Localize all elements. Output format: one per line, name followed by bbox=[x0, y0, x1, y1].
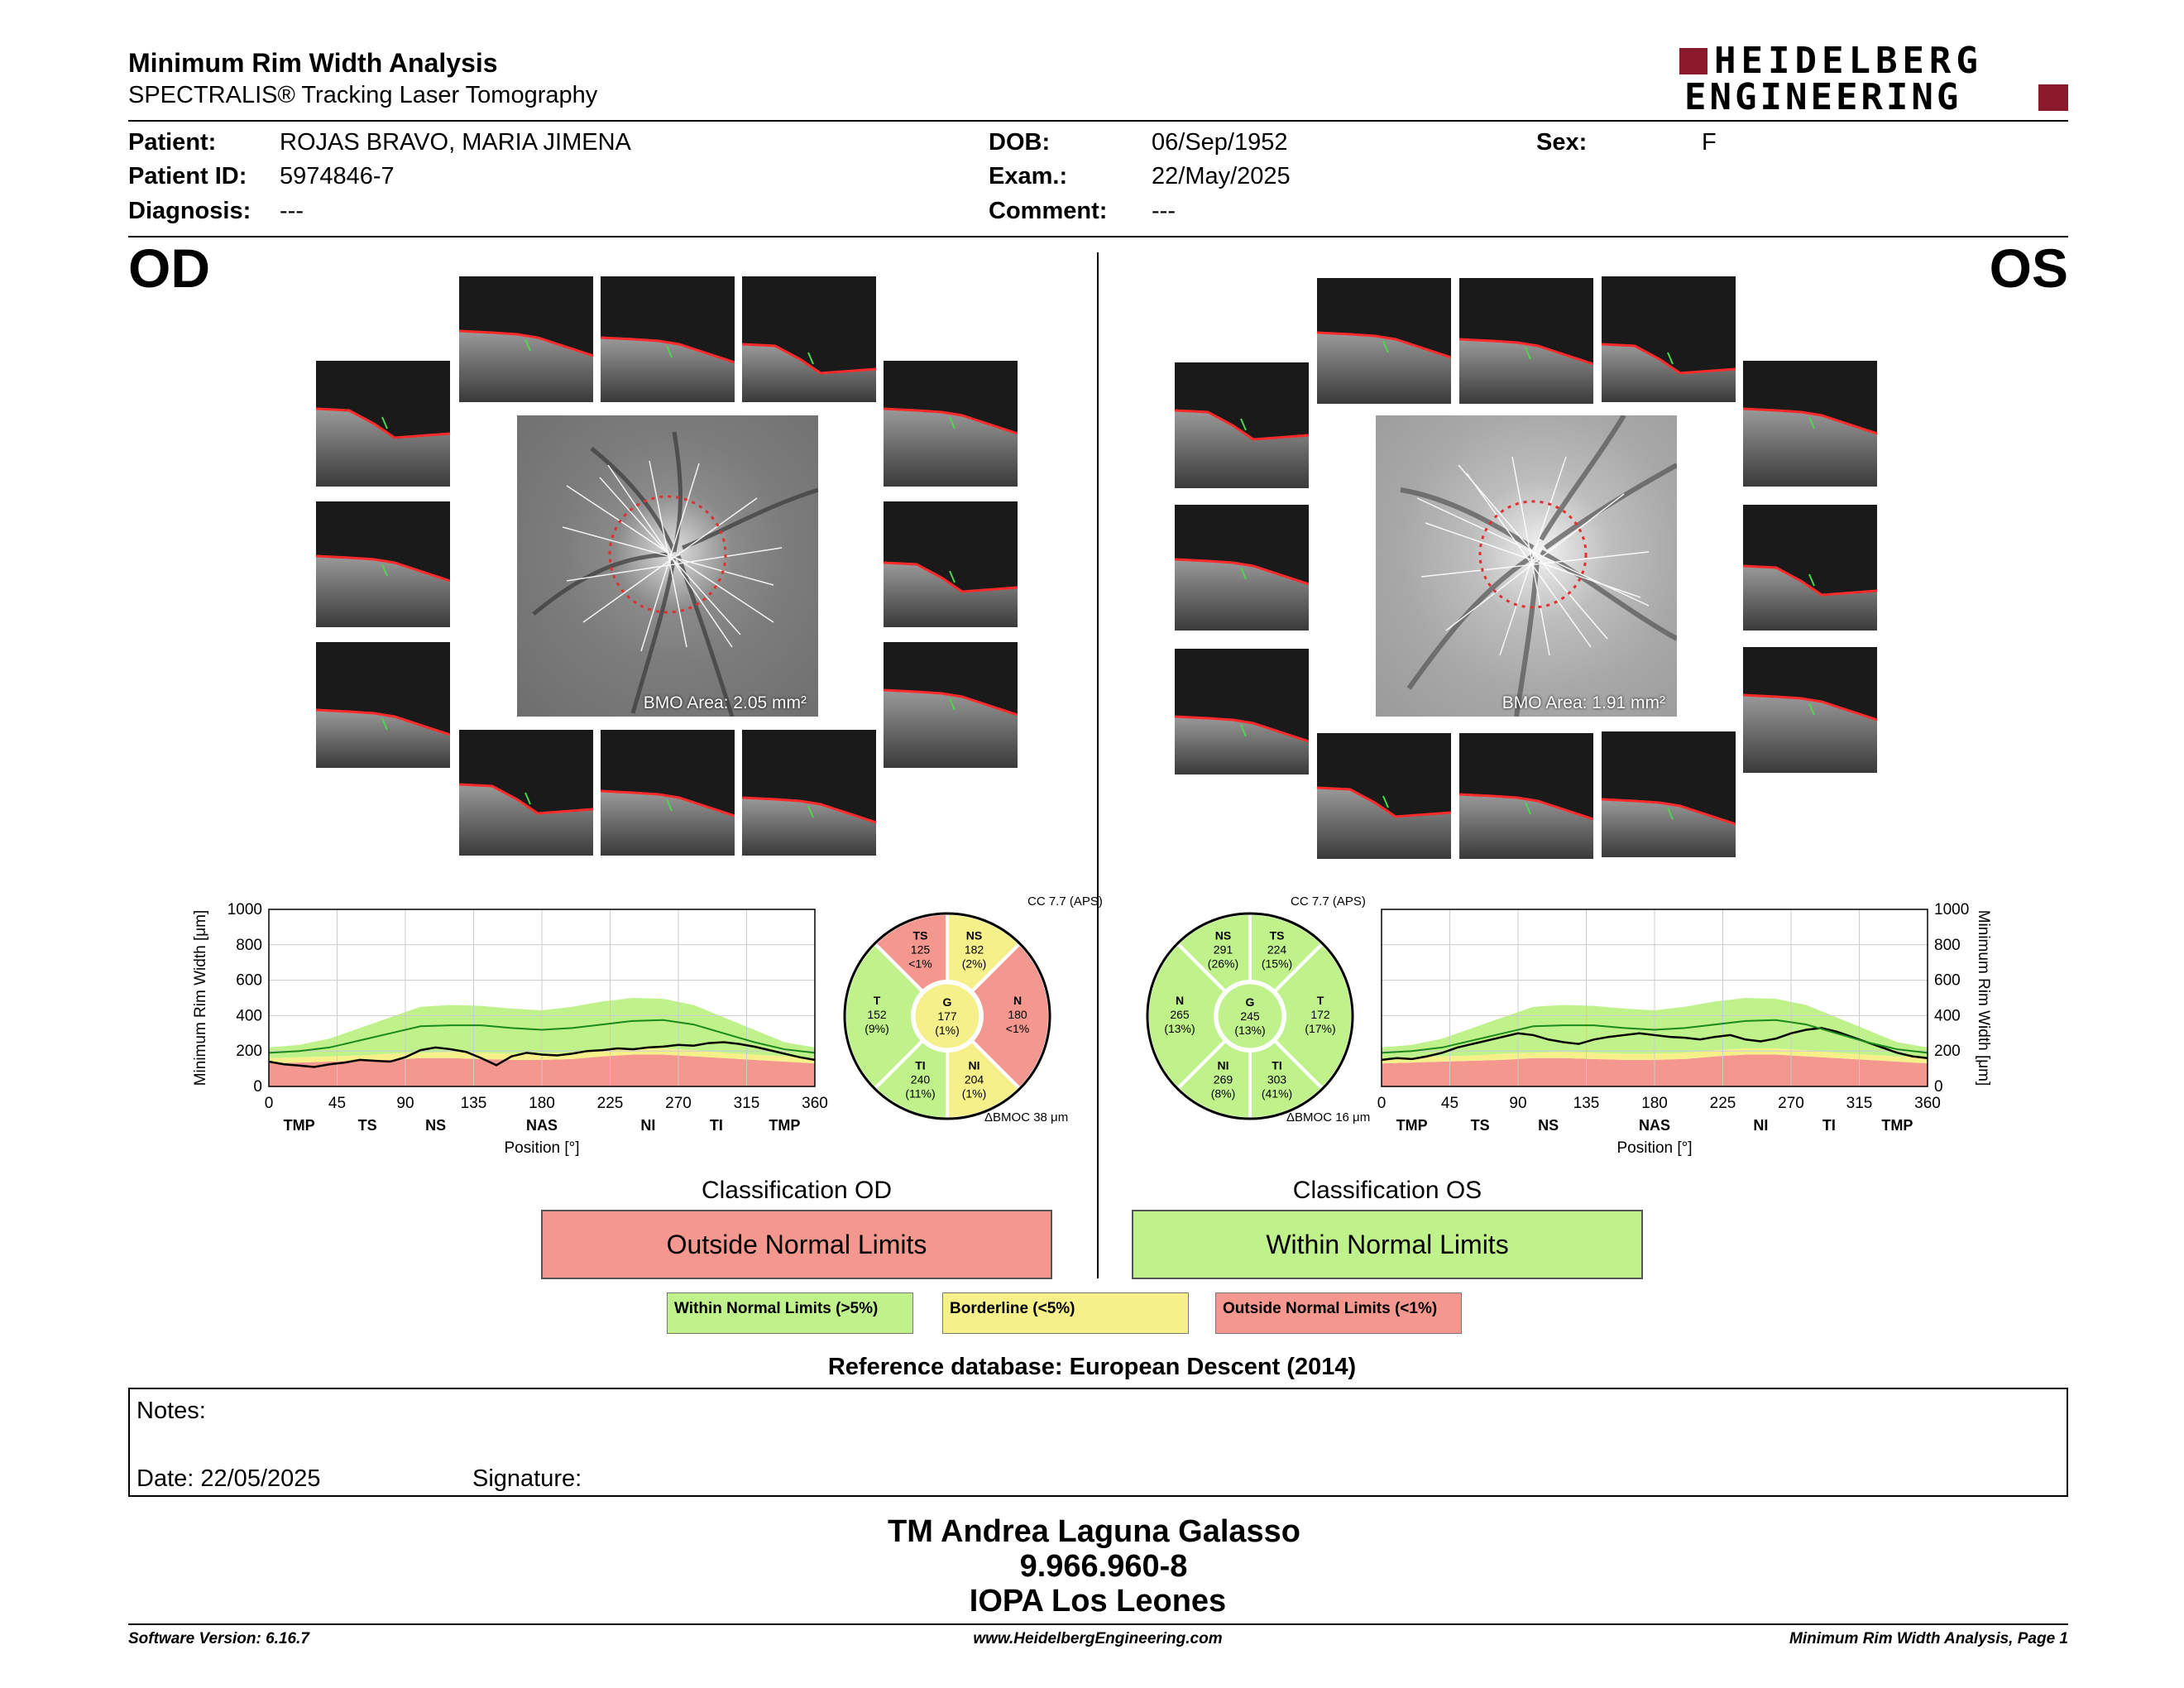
legend-borderline: Borderline (<5%) bbox=[942, 1292, 1189, 1334]
y-tick-label: 600 bbox=[1934, 971, 1961, 990]
y-tick-label: 400 bbox=[236, 1007, 262, 1025]
oct-scan-od-3 bbox=[601, 276, 735, 402]
sector-global-text: 177 bbox=[937, 1009, 957, 1023]
sector-ns-text: (26%) bbox=[1207, 957, 1239, 971]
sector-ni-text: (8%) bbox=[1210, 1086, 1236, 1101]
sector-label: TMP bbox=[769, 1117, 801, 1134]
sector-label: TMP bbox=[1881, 1117, 1913, 1134]
x-tick-label: 315 bbox=[733, 1095, 760, 1112]
sector-ts-text: <1% bbox=[908, 957, 932, 971]
bmoc-value-os: BMOC 16 μm bbox=[1295, 1110, 1371, 1125]
sector-global-text: 245 bbox=[1240, 1009, 1260, 1023]
sector-ts-text: 224 bbox=[1267, 942, 1287, 957]
x-axis-label: Position [°] bbox=[1616, 1139, 1693, 1157]
oct-scan-od-1 bbox=[316, 361, 450, 487]
bmoc-label-os: ΔBMOC 16 μm bbox=[1286, 1110, 1371, 1125]
x-tick-label: 180 bbox=[1641, 1095, 1668, 1112]
sector-label: NAS bbox=[1638, 1117, 1671, 1134]
report-title: Minimum Rim Width Analysis bbox=[128, 48, 498, 78]
bmoc-value-od: BMOC 38 μm bbox=[993, 1110, 1069, 1125]
x-tick-label: 45 bbox=[1440, 1095, 1459, 1112]
oct-scan-os-8 bbox=[1175, 649, 1309, 774]
oct-scan-od-12 bbox=[742, 730, 876, 856]
sector-ns-text: 291 bbox=[1213, 942, 1233, 957]
sector-t-text: 152 bbox=[867, 1008, 887, 1021]
header-rule bbox=[128, 120, 2068, 122]
y-tick-label: 800 bbox=[236, 936, 262, 954]
classification-title-os: Classification OS bbox=[1292, 1177, 1482, 1204]
y-tick-label: 200 bbox=[1934, 1043, 1961, 1061]
oct-scan-os-9 bbox=[1743, 647, 1877, 773]
classification-od: Outside Normal Limits bbox=[541, 1210, 1052, 1279]
x-tick-label: 0 bbox=[1377, 1095, 1387, 1112]
sector-label: NI bbox=[640, 1117, 656, 1134]
sector-label: TMP bbox=[283, 1117, 315, 1134]
sector-ts-text: (15%) bbox=[1261, 957, 1293, 971]
notes-date: Date: 22/05/2025 bbox=[136, 1465, 321, 1492]
oct-scan-od-2 bbox=[459, 276, 593, 402]
sector-n-text: 180 bbox=[1008, 1008, 1027, 1021]
patient-id-label: Patient ID: bbox=[128, 163, 247, 189]
sector-t-text: (17%) bbox=[1305, 1022, 1336, 1035]
sector-ti-text: (41%) bbox=[1261, 1086, 1293, 1101]
patient-id-value: 5974846-7 bbox=[280, 163, 395, 189]
diagnosis-label: Diagnosis: bbox=[128, 198, 251, 224]
exam-label: Exam.: bbox=[989, 163, 1068, 189]
dob-value: 06/Sep/1952 bbox=[1152, 129, 1288, 156]
oct-scan-od-8 bbox=[316, 642, 450, 768]
mrw-marker bbox=[1809, 574, 1814, 586]
heidelberg-logo bbox=[1679, 40, 2068, 118]
signer-name: TM Andrea Laguna Galasso bbox=[887, 1514, 1301, 1549]
oct-scan-od-4 bbox=[742, 276, 876, 402]
sector-label: NS bbox=[425, 1117, 447, 1134]
x-tick-label: 360 bbox=[802, 1095, 828, 1112]
sector-label: TS bbox=[1470, 1117, 1490, 1134]
logo-line2: ENGINEERING bbox=[1684, 76, 1962, 118]
oct-scan-os-10 bbox=[1317, 733, 1451, 859]
x-tick-label: 270 bbox=[665, 1095, 692, 1112]
sector-ns-text: (2%) bbox=[961, 957, 987, 971]
sector-ts-text: 125 bbox=[910, 942, 931, 957]
patient-value: ROJAS BRAVO, MARIA JIMENA bbox=[280, 129, 631, 156]
oct-scan-od-6 bbox=[316, 501, 450, 627]
x-tick-label: 180 bbox=[529, 1095, 555, 1112]
sector-ti-text: TI bbox=[915, 1058, 926, 1072]
x-tick-label: 360 bbox=[1914, 1095, 1941, 1112]
sector-n-text: N bbox=[1013, 994, 1023, 1007]
sector-ni-text: NI bbox=[1217, 1058, 1229, 1072]
x-tick-label: 0 bbox=[264, 1095, 274, 1112]
sector-ts-text: TS bbox=[1269, 928, 1285, 942]
classification-os: Within Normal Limits bbox=[1132, 1210, 1643, 1279]
cc-label-os: CC 7.7 (APS) bbox=[1291, 894, 1366, 909]
oct-scan-os-1 bbox=[1175, 362, 1309, 488]
sector-ts-text: TS bbox=[912, 928, 928, 942]
sector-ni-text: 204 bbox=[964, 1072, 984, 1086]
oct-scan-os-6 bbox=[1175, 505, 1309, 631]
y-tick-label: 600 bbox=[236, 971, 262, 990]
diagnosis-value: --- bbox=[280, 198, 304, 224]
oct-scan-os-12 bbox=[1602, 731, 1736, 857]
oct-scan-os-2 bbox=[1317, 278, 1451, 404]
sector-ti-text: 303 bbox=[1267, 1072, 1287, 1086]
legend-wnl: Within Normal Limits (>5%) bbox=[667, 1292, 913, 1334]
sector-wheel-od bbox=[841, 910, 1053, 1122]
sex-value: F bbox=[1702, 129, 1717, 156]
signer-id: 9.966.960-8 bbox=[1019, 1549, 1188, 1584]
logo-line1: HEIDELBERG bbox=[1714, 40, 1983, 82]
x-tick-label: 225 bbox=[596, 1095, 624, 1112]
cc-label-od: CC 7.7 (APS) bbox=[1027, 894, 1103, 909]
notes-signature: Signature: bbox=[472, 1465, 582, 1492]
classification-title-od: Classification OD bbox=[701, 1177, 893, 1204]
oct-scan-os-11 bbox=[1459, 733, 1593, 859]
y-tick-label: 0 bbox=[1934, 1078, 1943, 1096]
sector-ns-text: NS bbox=[965, 928, 983, 942]
sector-ni-text: (1%) bbox=[961, 1086, 987, 1101]
oct-scan-od-7 bbox=[884, 501, 1018, 627]
sector-ni-text: NI bbox=[968, 1058, 980, 1072]
bmoc-label-od: ΔBMOC 38 μm bbox=[984, 1110, 1069, 1125]
fundus-image-os bbox=[1376, 415, 1677, 717]
x-tick-label: 225 bbox=[1709, 1095, 1736, 1112]
oct-scan-os-3 bbox=[1459, 278, 1593, 404]
sector-ni-text: 269 bbox=[1213, 1072, 1233, 1086]
sector-n-text: (13%) bbox=[1164, 1022, 1195, 1035]
sector-wheel-os bbox=[1144, 910, 1356, 1122]
footer-rule bbox=[128, 1623, 2068, 1625]
sex-label: Sex: bbox=[1536, 129, 1588, 156]
y-tick-label: 1000 bbox=[227, 901, 262, 918]
eye-label-od: OD bbox=[128, 237, 210, 299]
x-tick-label: 90 bbox=[396, 1095, 414, 1112]
dob-label: DOB: bbox=[989, 129, 1051, 156]
y-axis-label: Minimum Rim Width [μm] bbox=[1975, 909, 1992, 1086]
comment-label: Comment: bbox=[989, 198, 1108, 224]
sector-label: TMP bbox=[1396, 1117, 1428, 1134]
x-tick-label: 45 bbox=[328, 1095, 347, 1112]
mrw-marker bbox=[1383, 796, 1388, 808]
x-tick-label: 135 bbox=[1573, 1095, 1600, 1112]
mrw-marker bbox=[1241, 419, 1246, 430]
sector-label: TI bbox=[1822, 1117, 1836, 1134]
report-subtitle: SPECTRALIS® Tracking Laser Tomography bbox=[128, 82, 598, 108]
sector-global-text: G bbox=[1245, 995, 1255, 1009]
sector-t-text: (9%) bbox=[864, 1022, 889, 1035]
y-tick-label: 400 bbox=[1934, 1007, 1961, 1025]
notes-box bbox=[128, 1388, 2068, 1497]
mrw-marker bbox=[1668, 352, 1673, 364]
mrw-chart-od bbox=[190, 898, 836, 1171]
oct-scan-od-9 bbox=[884, 642, 1018, 768]
center-divider bbox=[1097, 252, 1099, 1278]
oct-scan-od-11 bbox=[601, 730, 735, 856]
sector-ti-text: (11%) bbox=[905, 1086, 936, 1101]
oct-scan-od-5 bbox=[884, 361, 1018, 487]
oct-scan-os-7 bbox=[1743, 505, 1877, 631]
x-tick-label: 270 bbox=[1778, 1095, 1804, 1112]
mrw-marker bbox=[382, 417, 387, 429]
sector-n-text: <1% bbox=[1005, 1022, 1030, 1035]
x-tick-label: 90 bbox=[1509, 1095, 1527, 1112]
sector-ns-text: 182 bbox=[964, 942, 984, 957]
sector-label: TS bbox=[357, 1117, 377, 1134]
software-version: Software Version: 6.16.7 bbox=[128, 1630, 309, 1647]
sector-ns-text: NS bbox=[1214, 928, 1232, 942]
notes-label: Notes: bbox=[136, 1398, 206, 1424]
exam-value: 22/May/2025 bbox=[1152, 163, 1291, 189]
oct-scan-os-5 bbox=[1743, 361, 1877, 487]
sector-n-text: N bbox=[1175, 994, 1185, 1007]
bmo-area-os: BMO Area: 1.91 mm² bbox=[1502, 693, 1665, 712]
sector-t-text: T bbox=[873, 994, 881, 1007]
mrw-chart-os bbox=[1357, 898, 2002, 1171]
comment-value: --- bbox=[1152, 198, 1176, 224]
x-tick-label: 315 bbox=[1846, 1095, 1873, 1112]
bmo-area-od: BMO Area: 2.05 mm² bbox=[643, 693, 807, 712]
sector-ti-text: TI bbox=[1272, 1058, 1282, 1072]
sector-label: NS bbox=[1538, 1117, 1559, 1134]
oct-scan-od-10 bbox=[459, 730, 593, 856]
mrw-marker bbox=[525, 793, 530, 804]
sector-global-text: G bbox=[942, 995, 952, 1009]
patient-label: Patient: bbox=[128, 129, 217, 156]
legend-onl: Outside Normal Limits (<1%) bbox=[1215, 1292, 1462, 1334]
sector-t-text: T bbox=[1316, 994, 1324, 1007]
y-tick-label: 1000 bbox=[1934, 901, 1970, 918]
mrw-marker bbox=[950, 571, 955, 583]
fundus-image-od bbox=[517, 415, 818, 717]
sector-global-text: (1%) bbox=[935, 1024, 960, 1037]
y-tick-label: 800 bbox=[1934, 936, 1961, 954]
sector-label: NAS bbox=[525, 1117, 558, 1134]
eye-label-os: OS bbox=[1989, 237, 2068, 299]
oct-scan-os-4 bbox=[1602, 276, 1736, 402]
reference-database: Reference database: European Descent (2014) bbox=[827, 1354, 1357, 1380]
sector-t-text: 172 bbox=[1310, 1008, 1330, 1021]
x-axis-label: Position [°] bbox=[504, 1139, 580, 1157]
signer-org: IOPA Los Leones bbox=[969, 1584, 1227, 1618]
y-tick-label: 0 bbox=[253, 1078, 262, 1096]
patient-rule bbox=[128, 236, 2068, 237]
mrw-marker bbox=[808, 352, 813, 364]
page-info: Minimum Rim Width Analysis, Page 1 bbox=[1789, 1630, 2068, 1647]
sector-label: TI bbox=[709, 1117, 723, 1134]
sector-label: NI bbox=[1753, 1117, 1769, 1134]
website-url: www.HeidelbergEngineering.com bbox=[973, 1630, 1223, 1647]
x-tick-label: 135 bbox=[460, 1095, 487, 1112]
sector-ti-text: 240 bbox=[910, 1072, 931, 1086]
y-tick-label: 200 bbox=[236, 1043, 262, 1061]
sector-n-text: 265 bbox=[1170, 1008, 1190, 1021]
y-axis-label: Minimum Rim Width [μm] bbox=[192, 909, 209, 1086]
sector-global-text: (13%) bbox=[1234, 1024, 1266, 1037]
